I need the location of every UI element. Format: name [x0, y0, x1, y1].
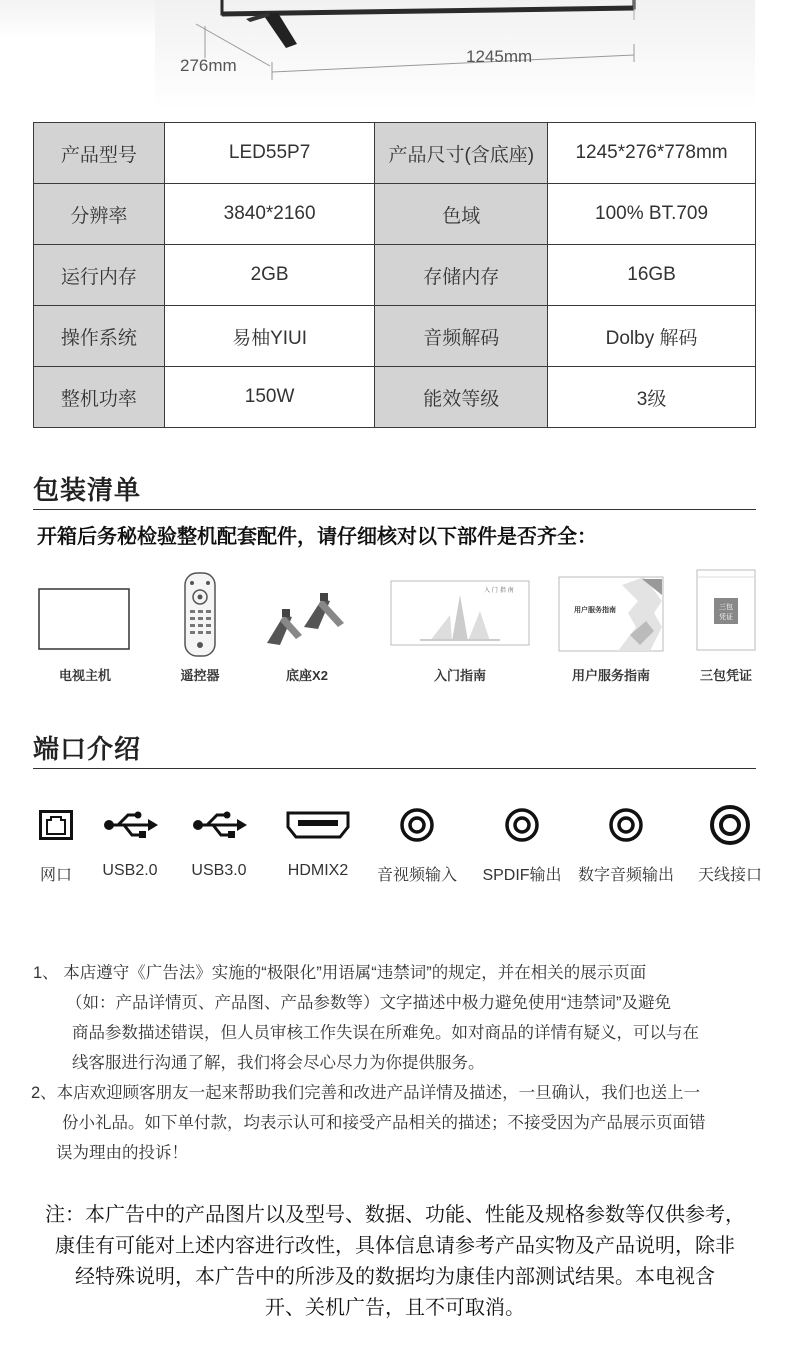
spec-key: 产品尺寸(含底座)	[375, 123, 548, 184]
dimension-diagram	[0, 0, 790, 110]
notice-line: 1、 本店遵守《广告法》实施的“极限化”用语属“违禁词”的规定，并在相关的展示页面	[33, 964, 647, 982]
port-label: USB3.0	[191, 862, 247, 879]
pack-item-warranty	[696, 565, 756, 690]
port-hdmi	[278, 800, 358, 890]
port-antenna	[692, 800, 768, 890]
disclaimer-line: 经特殊说明，本广告中的所涉及的数据均为康佳内部测试结果。本电视含	[75, 1266, 715, 1288]
spec-key: 运行内存	[34, 245, 165, 306]
port-label: 数字音频输出	[577, 867, 674, 884]
spec-key: 存储内存	[375, 245, 548, 306]
spec-value: 3840*2160	[164, 184, 375, 245]
spec-value: 1245*276*778mm	[548, 123, 756, 184]
stand-icon	[262, 565, 352, 660]
pack-item-label: 底座X2	[286, 668, 328, 683]
ports-title: 端口介绍	[33, 734, 142, 764]
packing-list-title: 包装清单	[33, 475, 142, 505]
spec-key: 分辨率	[34, 184, 165, 245]
spec-value: 2GB	[164, 245, 375, 306]
pack-item-label: 电视主机	[58, 668, 111, 683]
port-av-input	[372, 800, 462, 890]
pack-item-label: 遥控器	[180, 668, 220, 683]
packing-list-subtitle: 开箱后务秘检验整机配套配件，请仔细核对以下部件是否齐全：	[37, 526, 597, 548]
port-spdif-output	[478, 800, 566, 890]
spec-value: 150W	[164, 367, 375, 428]
notice-line: 商品参数描述错误，但人员审核工作失误在所难免。如对商品的详情有疑义，可以与在	[72, 1024, 699, 1042]
port-label: SPDIF输出	[482, 867, 562, 884]
spec-key: 操作系统	[34, 306, 165, 367]
pack-item-label: 三包凭证	[699, 668, 752, 683]
tv-icon	[33, 565, 137, 655]
spec-value: LED55P7	[164, 123, 375, 184]
pack-item-stand	[262, 565, 352, 690]
ethernet-port-icon	[39, 810, 73, 840]
svg-text:三包: 三包	[719, 603, 733, 611]
spec-value: 100% BT.709	[548, 184, 756, 245]
port-label: 天线接口	[697, 867, 762, 884]
depth-label: 276mm	[180, 56, 237, 75]
disclaimer-line: 注：本广告中的产品图片以及型号、数据、功能、性能及规格参数等仅供参考，	[45, 1204, 745, 1226]
disclaimer-line: 康佳有可能对上述内容进行改性，具体信息请参考产品实物及产品说明，除非	[55, 1235, 735, 1257]
port-label: USB2.0	[102, 862, 158, 879]
notice-line: （如：产品详情页、产品图、产品参数等）文字描述中极力避免使用“违禁词”及避免	[66, 994, 671, 1012]
pack-item-label: 用户服务指南	[571, 668, 650, 683]
table-row	[34, 184, 756, 245]
divider	[33, 509, 756, 510]
remote-control-icon	[170, 565, 230, 660]
port-label: HDMIX2	[287, 862, 349, 879]
round-jack-icon	[609, 808, 643, 842]
table-row	[34, 245, 756, 306]
antenna-jack-icon	[709, 804, 751, 846]
notice-line: 线客服进行沟通了解，我们将会尽心尽力为你提供服务。	[72, 1054, 485, 1072]
quick-guide-booklet-icon	[390, 565, 530, 655]
spec-table	[33, 122, 756, 428]
port-digital-audio-output	[576, 800, 676, 890]
divider	[33, 768, 756, 769]
usb-icon	[191, 810, 247, 840]
svg-text:凭证: 凭证	[719, 613, 733, 621]
usb-icon	[102, 810, 158, 840]
spec-key: 色域	[375, 184, 548, 245]
spec-key: 音频解码	[375, 306, 548, 367]
spec-value: 3级	[548, 367, 756, 428]
spec-value: 16GB	[548, 245, 756, 306]
pack-item-quick-guide	[390, 565, 530, 690]
notice-line: 2、本店欢迎顾客朋友一起来帮助我们完善和改进产品详情及描述，一旦确认，我们也送上一	[31, 1084, 701, 1102]
round-jack-icon	[400, 808, 434, 842]
tv-dimension-drawing	[0, 0, 790, 110]
spec-value: Dolby 解码	[548, 306, 756, 367]
pack-item-remote	[170, 565, 230, 690]
port-ethernet	[25, 800, 87, 890]
spec-key: 整机功率	[34, 367, 165, 428]
table-row	[34, 367, 756, 428]
hdmi-port-icon	[286, 811, 350, 839]
pack-item-label: 入门指南	[433, 668, 486, 683]
pack-item-tv	[33, 565, 137, 690]
round-jack-icon	[505, 808, 539, 842]
port-usb2	[95, 800, 165, 890]
spec-key: 能效等级	[375, 367, 548, 428]
warranty-card-icon	[696, 565, 756, 655]
width-label: 1245mm	[466, 47, 533, 66]
table-row	[34, 306, 756, 367]
disclaimer-line: 开、关机广告，且不可取消。	[265, 1297, 525, 1319]
service-guide-booklet-icon	[558, 565, 664, 655]
disclaimer-text	[0, 1200, 790, 1324]
port-label: 网口	[39, 867, 72, 884]
notice-line: 误为理由的投诉！	[56, 1144, 188, 1162]
table-row	[34, 123, 756, 184]
svg-text:用户服务指南: 用户服务指南	[574, 606, 616, 614]
svg-text:入 门 指 南: 入 门 指 南	[484, 587, 514, 594]
port-usb3	[184, 800, 254, 890]
spec-key: 产品型号	[34, 123, 165, 184]
pack-item-service-guide	[558, 565, 664, 690]
spec-value: 易柚YIUI	[164, 306, 375, 367]
notice-line: 份小礼品。如下单付款，均表示认可和接受产品相关的描述；不接受因为产品展示页面错	[62, 1114, 706, 1132]
port-label: 音视频输入	[376, 867, 457, 884]
